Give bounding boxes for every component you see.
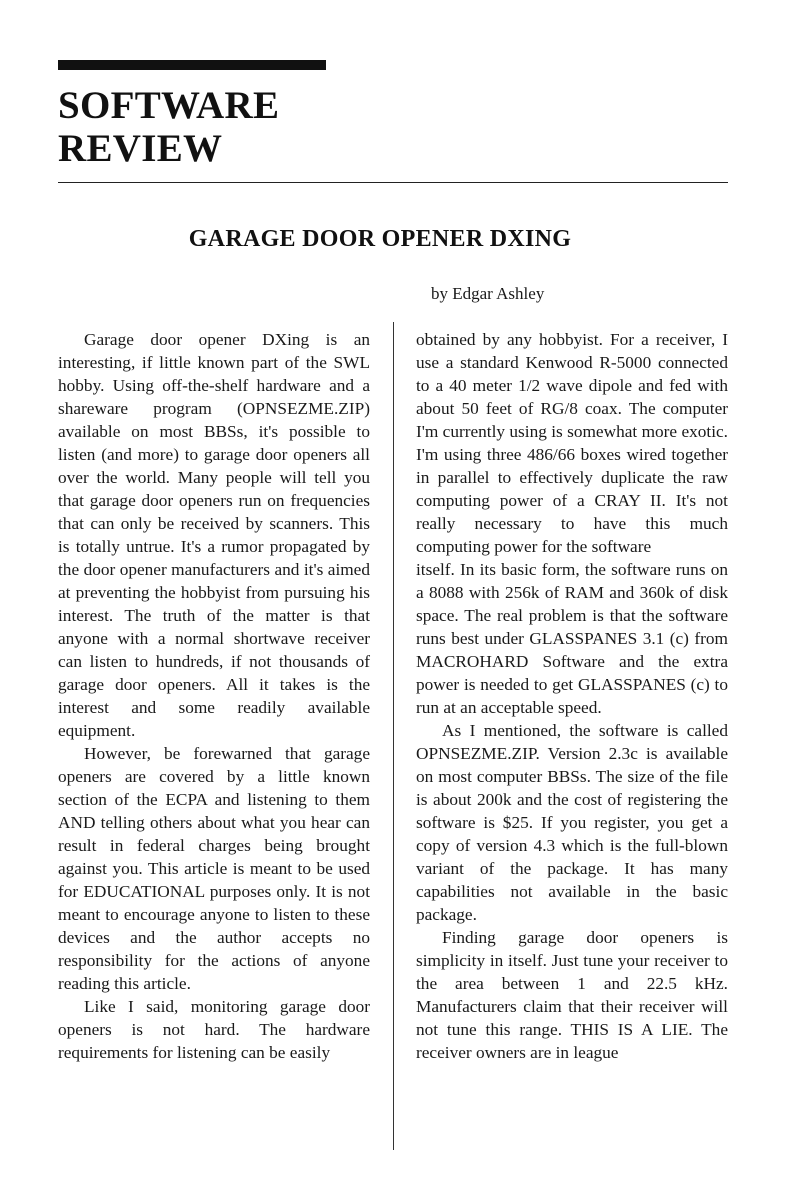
section-divider (58, 182, 728, 183)
section-header-bar (58, 60, 326, 70)
column-divider (393, 322, 394, 1150)
article-title: GARAGE DOOR OPENER DXING (188, 226, 572, 252)
right-column (416, 328, 728, 1064)
paragraph: However, be forewarned that garage openers are covered by a little known section of the ECPA and listening to them AND telling others about what you hear can result in federal charges being brought against you. This article is meant to be used for EDUCATIONAL purposes only. It is not meant to encourage anyone to listen to these devices and the author accepts no responsibility for the actions of anyone reading this article. (58, 744, 370, 993)
section-title-line2: REVIEW (58, 127, 223, 170)
paragraph: Finding garage door openers is simplicity in itself. Just tune your receiver to the area between 1 and 22.5 kHz. Manufacturers claim that their receiver will not tune this range. THIS IS A LIE. The receiver owners are in league (416, 928, 728, 1062)
paragraph: Like I said, monitoring garage door openers is not hard. The hardware requirements for listening can be easily (58, 997, 370, 1062)
paragraph: obtained by any hobbyist. For a receiver, I use a standard Kenwood R-5000 connected to a 40 meter 1/2 wave dipole and fed with about 50 feet of RG/8 coax. The computer I'm currently using is somewhat more exotic. I'm using three 486/66 boxes wired together in parallel to effectively duplicate the raw computing power of a CRAY II. It's not really necessary to have this much computing power for the software (416, 330, 728, 556)
section-title-line1: SOFTWARE (58, 84, 280, 127)
paragraph: As I mentioned, the software is called OPNSEZME.ZIP. Version 2.3c is available on most computer BBSs. The size of the file is about 200k and the cost of registering the software is $25. If you register, you get a copy of version 4.3 which is the full-blown variant of the package. It has many capabilities not available in the basic package. (416, 721, 728, 924)
section-title (58, 84, 279, 170)
article-byline: by Edgar Ashley (431, 284, 545, 303)
left-column (58, 328, 370, 1064)
paragraph: Garage door opener DXing is an interesting, if little known part of the SWL hobby. Using off-the-shelf hardware and a shareware program (OPNSEZME.ZIP) available on most BBSs, it's possible to listen (and more) to garage door openers all over the world. Many people will tell you that garage door openers run on frequencies that can only be received by scanners. This is totally untrue. It's a rumor propagated by the door opener manufacturers and it's aimed at preventing the hobbyist from pursuing his interest. The truth of the matter is that anyone with a normal shortwave receiver can listen to hundreds, if not thousands of garage door openers. All it takes is the interest and some readily available equipment. (58, 330, 370, 740)
paragraph: itself. In its basic form, the software runs on a 8088 with 256k of RAM and 360k of disk space. The real problem is that the software runs best under GLASSPANES 3.1 (c) from MACROHARD Software and the extra power is needed to get GLASSPANES (c) to run at an acceptable speed. (416, 560, 728, 717)
